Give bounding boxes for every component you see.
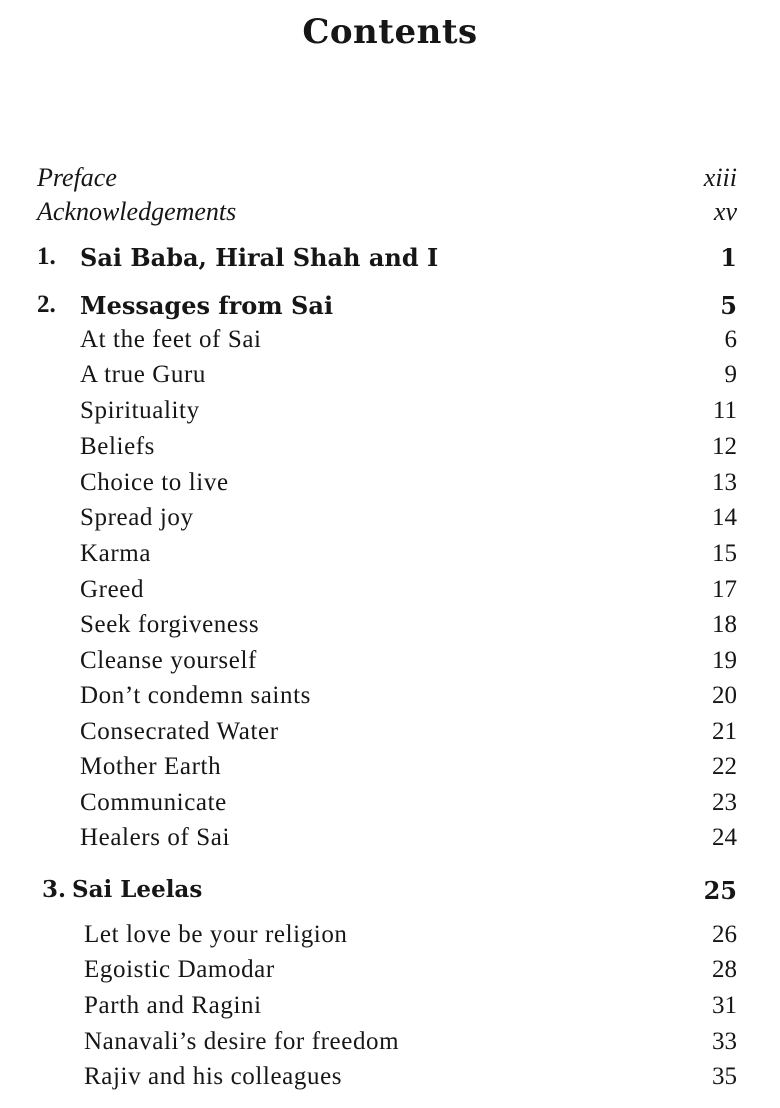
entry-page-number: 14 [712,504,737,531]
toc-chapter-entry[interactable] [0,243,780,277]
section-title: Egoistic Damodar [84,956,275,983]
entry-page-number: 5 [720,291,737,320]
section-title: Consecrated Water [80,718,279,745]
toc-section-entry[interactable] [0,1063,780,1097]
entry-page-number: 9 [724,361,737,388]
toc-section-entry[interactable] [0,397,780,431]
section-title: Seek forgiveness [80,611,260,638]
entry-page-number: 11 [712,397,737,424]
toc-section-entry[interactable] [0,540,780,574]
section-title: Parth and Ragini [84,992,262,1019]
entry-page-number: xiii [703,163,737,192]
entry-page-number: 1 [720,243,737,272]
entry-page-number: 24 [712,824,737,851]
toc-front-matter-entry[interactable] [0,197,780,231]
toc-section-entry[interactable] [0,433,780,467]
entry-page-number: 17 [712,576,737,603]
section-title: Let love be your religion [84,921,348,948]
section-title: Cleanse yourself [80,647,257,674]
section-title: Spread joy [80,504,194,531]
section-title: A true Guru [80,361,207,388]
entry-label: Acknowledgements [37,197,237,226]
entry-page-number: 12 [712,433,737,460]
entry-page-number: 35 [712,1063,737,1090]
toc-section-entry[interactable] [0,682,780,716]
entry-page-number: 31 [712,992,737,1019]
toc-section-entry[interactable] [0,824,780,858]
entry-page-number: 21 [712,718,737,745]
entry-page-number: 6 [724,326,737,353]
section-title: Greed [80,576,145,603]
page-title: Contents [302,12,478,52]
section-title: Communicate [80,789,227,816]
toc-section-entry[interactable] [0,992,780,1026]
toc-section-entry[interactable] [0,576,780,610]
chapter-number: 2. [37,291,56,318]
toc-section-entry[interactable] [0,956,780,990]
entry-page-number: 13 [712,469,737,496]
entry-page-number: 26 [712,921,737,948]
entry-page-number: 33 [712,1028,737,1055]
toc-section-entry[interactable] [0,921,780,955]
section-title: Rajiv and his colleagues [84,1063,343,1090]
section-title: Beliefs [80,433,156,460]
section-title: Choice to live [80,469,229,496]
section-title: Nanavali’s desire for freedom [84,1028,400,1055]
entry-page-number: 23 [712,789,737,816]
toc-section-entry[interactable] [0,1028,780,1062]
chapter-title: Messages from Sai [80,291,334,320]
toc-section-entry[interactable] [0,647,780,681]
entry-page-number: 28 [712,956,737,983]
chapter-title: Sai Baba, Hiral Shah and I [80,243,439,272]
toc-section-entry[interactable] [0,504,780,538]
chapter-number: 3. [42,876,67,903]
section-title: Mother Earth [80,753,222,780]
section-title: Healers of Sai [80,824,231,851]
section-title: Karma [80,540,152,567]
toc-chapter-entry[interactable] [0,876,780,910]
toc-section-entry[interactable] [0,326,780,360]
chapter-number: 1. [37,243,56,270]
entry-page-number: 20 [712,682,737,709]
toc-section-entry[interactable] [0,361,780,395]
entry-page-number: 15 [712,540,737,567]
toc-section-entry[interactable] [0,611,780,645]
section-title: At the feet of Sai [80,326,262,353]
toc-section-entry[interactable] [0,469,780,503]
entry-page-number: 25 [703,876,737,905]
toc-section-entry[interactable] [0,718,780,752]
section-title: Don’t condemn saints [80,682,311,709]
toc-section-entry[interactable] [0,753,780,787]
entry-page-number: 22 [712,753,737,780]
chapter-title: Sai Leelas [72,876,203,903]
entry-page-number: 19 [712,647,737,674]
entry-page-number: 18 [712,611,737,638]
entry-label: Preface [37,163,117,192]
section-title: Spirituality [80,397,200,424]
toc-front-matter-entry[interactable] [0,163,780,197]
toc-section-entry[interactable] [0,789,780,823]
entry-page-number: xv [713,197,737,226]
toc-chapter-entry[interactable] [0,291,780,325]
